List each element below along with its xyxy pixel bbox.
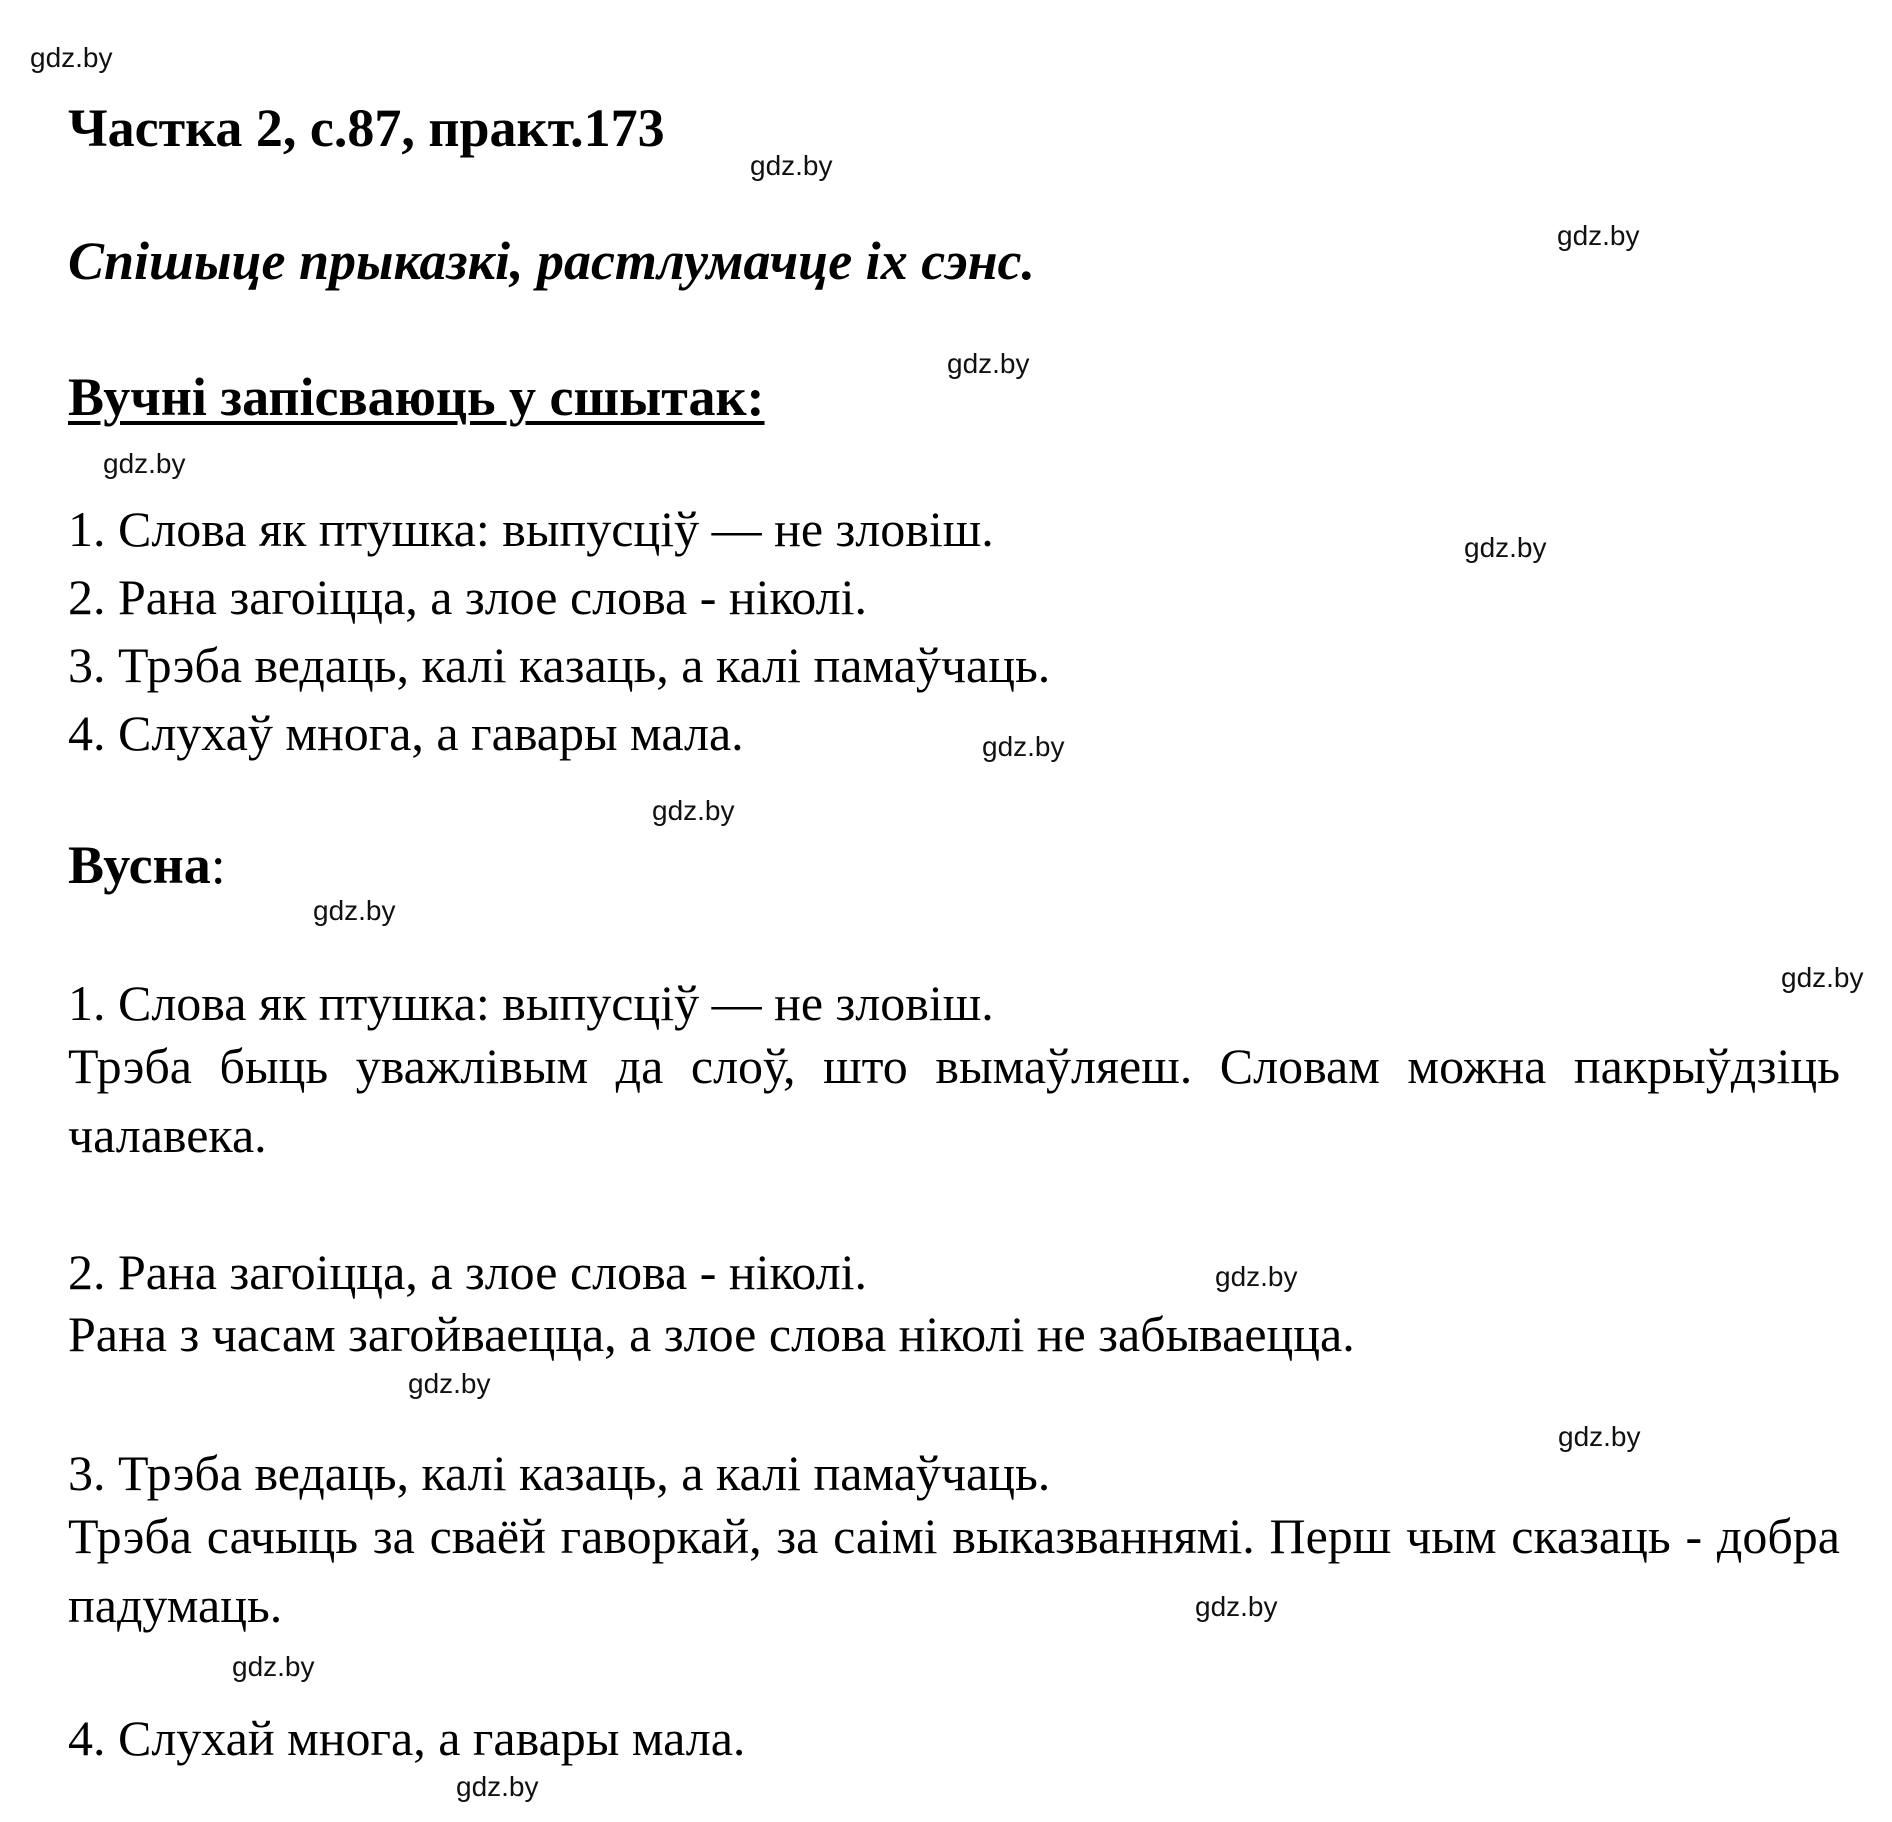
watermark: gdz.by	[30, 42, 113, 73]
watermark: gdz.by	[103, 448, 186, 479]
oral-proverb: 4. Слухай многа, а гавары мала.	[68, 1710, 746, 1766]
written-section-title-text: Вучні запісваюць у сшытак:	[68, 367, 765, 427]
watermark: gdz.by	[1464, 532, 1547, 563]
watermark: gdz.by	[982, 731, 1065, 762]
watermark: gdz.by	[1215, 1261, 1298, 1292]
watermark: gdz.by	[652, 795, 735, 826]
oral-section-title-text: Вусна	[68, 835, 211, 895]
written-section-title	[68, 367, 765, 427]
watermark: gdz.by	[313, 895, 396, 926]
watermark: gdz.by	[1781, 962, 1864, 993]
oral-proverb: 3. Трэба ведаць, калі казаць, а калі памаўчаць.	[68, 1445, 1051, 1501]
watermark: gdz.by	[1557, 220, 1640, 251]
watermark: gdz.by	[947, 348, 1030, 379]
written-item: 2. Рана загоіцца, а злое слова - ніколі.	[68, 569, 867, 625]
written-item: 1. Слова як птушка: выпусціў — не зловіш.	[68, 501, 994, 557]
page-title: Частка 2, с.87, практ.173	[68, 98, 665, 158]
written-item: 4. Слухаў многа, а гавары мала.	[68, 705, 744, 761]
oral-explanation: Рана з часам загойваецца, а злое слова ніколі не забываецца.	[68, 1306, 1355, 1362]
oral-explanation: Трэба сачыць за сваёй гаворкай, за саімі выказваннямі. Перш чым сказаць - добра падумаць.	[68, 1508, 1840, 1633]
watermark: gdz.by	[232, 1651, 315, 1682]
watermark: gdz.by	[1558, 1421, 1641, 1452]
oral-proverb: 1. Слова як птушка: выпусціў — не зловіш.	[68, 975, 994, 1031]
oral-section-title	[68, 835, 226, 895]
task-instruction: Спішыце прыказкі, растлумачце іх сэнс.	[68, 231, 1036, 291]
oral-proverb: 2. Рана загоіцца, а злое слова - ніколі.	[68, 1244, 867, 1300]
watermark: gdz.by	[750, 150, 833, 181]
watermark: gdz.by	[456, 1771, 539, 1802]
oral-section-title-colon: :	[210, 835, 226, 895]
written-item: 3. Трэба ведаць, калі казаць, а калі памаўчаць.	[68, 637, 1051, 693]
watermark: gdz.by	[408, 1368, 491, 1399]
oral-explanation: Трэба быць уважлівым да слоў, што вымаўляеш. Словам можна пакрыўдзіць чалавека.	[68, 1038, 1840, 1163]
watermark: gdz.by	[1195, 1591, 1278, 1622]
